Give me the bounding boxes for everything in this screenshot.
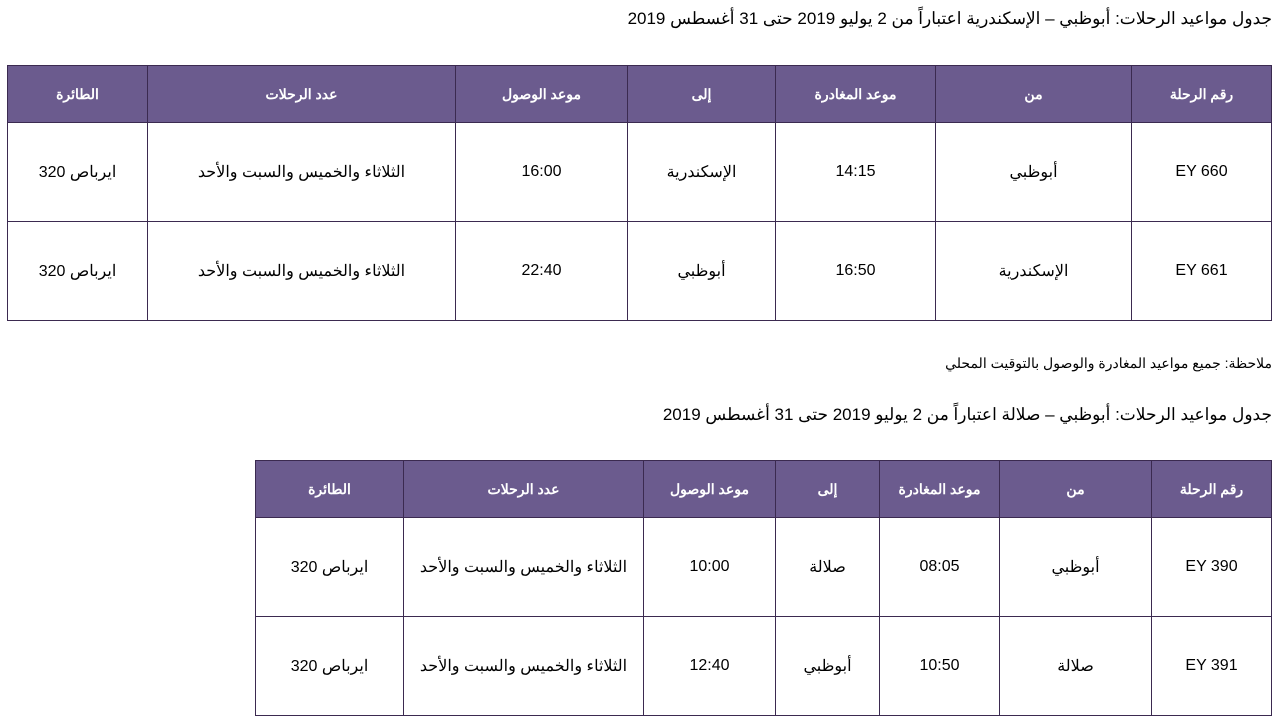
cell-departure: 14:15 xyxy=(776,123,936,222)
cell-days: الثلاثاء والخميس والسبت والأحد xyxy=(404,617,644,716)
cell-days: الثلاثاء والخميس والسبت والأحد xyxy=(148,123,456,222)
cell-to: أبوظبي xyxy=(628,222,776,321)
column-header-flight-no: رقم الرحلة xyxy=(1152,461,1272,518)
cell-flight-no: EY 661 xyxy=(1132,222,1272,321)
cell-flight-no: EY 390 xyxy=(1152,518,1272,617)
table-header-row xyxy=(8,66,1272,123)
cell-from: الإسكندرية xyxy=(936,222,1132,321)
cell-aircraft: ايرباص 320 xyxy=(256,617,404,716)
cell-aircraft: ايرباص 320 xyxy=(8,222,148,321)
cell-from: أبوظبي xyxy=(1000,518,1152,617)
flight-schedule-table-alexandria-wrapper xyxy=(8,65,1272,321)
cell-departure: 08:05 xyxy=(880,518,1000,617)
cell-aircraft: ايرباص 320 xyxy=(8,123,148,222)
table-row xyxy=(256,518,1272,617)
cell-to: الإسكندرية xyxy=(628,123,776,222)
table-caption-alexandria: جدول مواعيد الرحلات: أبوظبي – الإسكندرية اعتباراً من 2 يوليو 2019 حتى 31 أغسطس 2019 xyxy=(627,9,1272,28)
column-header-aircraft: الطائرة xyxy=(8,66,148,123)
table-header-row xyxy=(256,461,1272,518)
cell-arrival: 16:00 xyxy=(456,123,628,222)
cell-aircraft: ايرباص 320 xyxy=(256,518,404,617)
column-header-departure: موعد المغادرة xyxy=(880,461,1000,518)
flight-schedule-table-salalah-wrapper xyxy=(256,460,1272,716)
column-header-arrival: موعد الوصول xyxy=(456,66,628,123)
cell-flight-no: EY 391 xyxy=(1152,617,1272,716)
cell-flight-no: EY 660 xyxy=(1132,123,1272,222)
flight-schedule-table-salalah xyxy=(255,460,1272,716)
cell-from: صلالة xyxy=(1000,617,1152,716)
cell-from: أبوظبي xyxy=(936,123,1132,222)
cell-to: صلالة xyxy=(776,518,880,617)
table-caption-salalah: جدول مواعيد الرحلات: أبوظبي – صلالة اعتباراً من 2 يوليو 2019 حتى 31 أغسطس 2019 xyxy=(662,405,1272,424)
table-row xyxy=(8,123,1272,222)
local-time-note: ملاحظة: جميع مواعيد المغادرة والوصول بالتوقيت المحلي xyxy=(945,355,1272,371)
column-header-aircraft: الطائرة xyxy=(256,461,404,518)
column-header-from: من xyxy=(936,66,1132,123)
cell-days: الثلاثاء والخميس والسبت والأحد xyxy=(148,222,456,321)
table-row xyxy=(256,617,1272,716)
column-header-days: عدد الرحلات xyxy=(148,66,456,123)
column-header-to: إلى xyxy=(628,66,776,123)
column-header-from: من xyxy=(1000,461,1152,518)
flight-schedule-table-alexandria xyxy=(7,65,1272,321)
cell-departure: 10:50 xyxy=(880,617,1000,716)
cell-arrival: 12:40 xyxy=(644,617,776,716)
cell-departure: 16:50 xyxy=(776,222,936,321)
table-row xyxy=(8,222,1272,321)
cell-arrival: 10:00 xyxy=(644,518,776,617)
column-header-to: إلى xyxy=(776,461,880,518)
cell-arrival: 22:40 xyxy=(456,222,628,321)
cell-days: الثلاثاء والخميس والسبت والأحد xyxy=(404,518,644,617)
column-header-departure: موعد المغادرة xyxy=(776,66,936,123)
column-header-days: عدد الرحلات xyxy=(404,461,644,518)
column-header-arrival: موعد الوصول xyxy=(644,461,776,518)
column-header-flight-no: رقم الرحلة xyxy=(1132,66,1272,123)
cell-to: أبوظبي xyxy=(776,617,880,716)
